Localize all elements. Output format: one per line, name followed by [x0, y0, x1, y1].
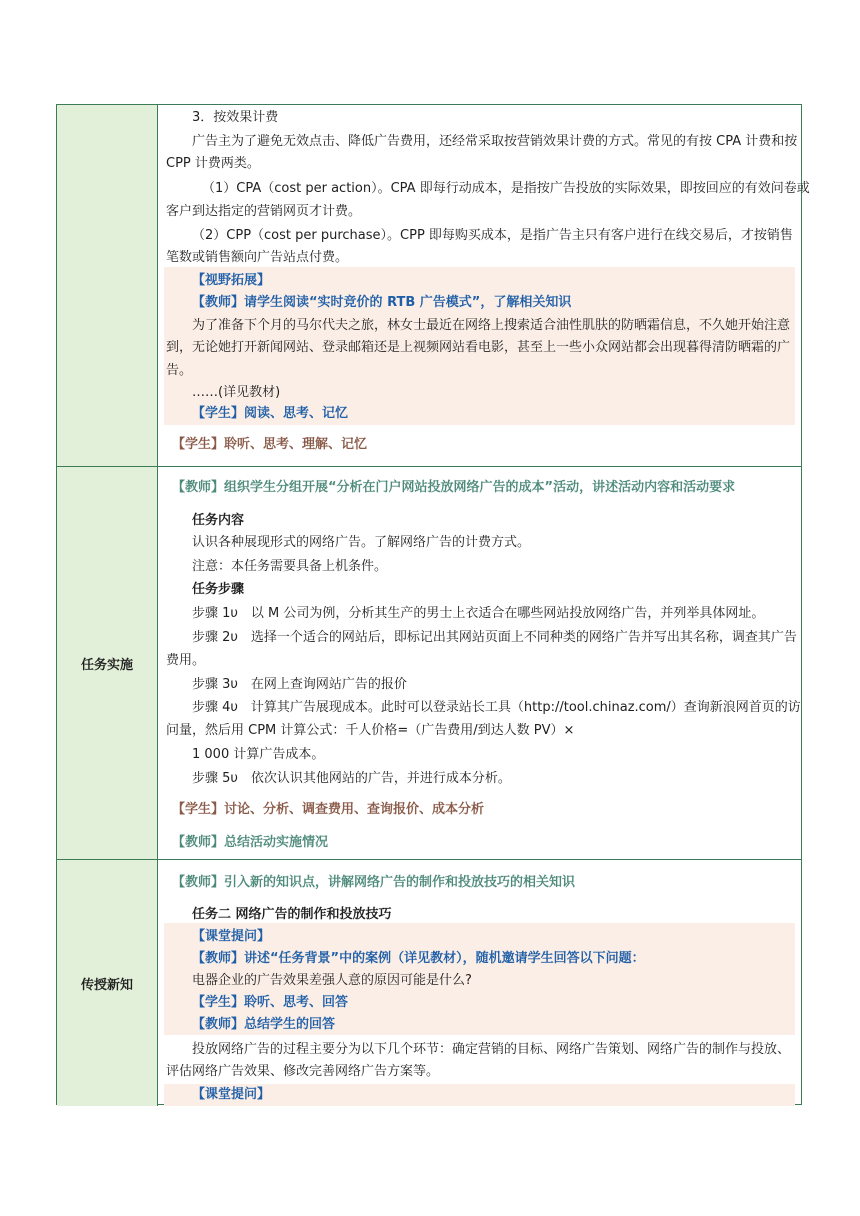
step-line: 费用。 [166, 653, 206, 668]
table-row-effect-billing [57, 105, 810, 466]
step-line: 步骤 5υ 依次认识其他网站的广告，并进行成本分析。 [192, 771, 511, 786]
row-content [158, 105, 810, 466]
step-line: 步骤 4υ 计算其广告展现成本。此时可以登录站长工具（http://tool.chinaz.com/）查询新浪网首页的访 [192, 700, 801, 715]
steps-title: 任务步骤 [192, 582, 245, 597]
step-line: 步骤 3υ 在网上查询网站广告的报价 [192, 677, 407, 692]
teacher-instruction: 【教师】请学生阅读“实时竞价的 RTB 广告模式”，了解相关知识 [192, 295, 572, 310]
section-heading: 3．按效果计费 [192, 110, 279, 125]
row-label [57, 105, 158, 466]
step-line: 问量，然后用 CPM 计算公式：千人价格=（广告费用/到达人数 PV）× [166, 723, 575, 738]
paragraph-line: 笔数或销售额向广告站点付费。 [166, 250, 349, 265]
paragraph-line: CPP 计费两类。 [166, 156, 260, 171]
content-line: 注意：本任务需要具备上机条件。 [192, 559, 388, 574]
vision-title: 【视野拓展】 [192, 273, 271, 288]
teacher-instruction: 【教师】组织学生分组开展“分析在门户网站投放网络广告的成本”活动，讲述活动内容和活动要求 [172, 480, 736, 495]
paragraph-line: 投放网络广告的过程主要分为以下几个环节：确定营销的目标、网络广告策划、网络广告的制作与投放、 [192, 1042, 791, 1057]
step-line: 1 000 计算广告成本。 [192, 747, 325, 762]
step-line: 步骤 2υ 选择一个适合的网站后，即标记出其网站页面上不同种类的网络广告并写出其名称，调查其广告 [192, 630, 797, 645]
row-content [158, 860, 801, 1106]
student-activity: 【学生】阅读、思考、记忆 [192, 406, 349, 421]
paragraph-line: 广告主为了避免无效点击、降低广告费用，还经常采取按营销效果计费的方式。常见的有按 CPA 计费和按 [192, 134, 798, 149]
paragraph-line: 评估网络广告效果、修改完善网络广告方案等。 [166, 1064, 440, 1079]
student-activity: 【学生】聆听、思考、回答 [192, 995, 349, 1010]
table-row-task-implementation [57, 466, 801, 859]
teacher-summary: 【教师】总结活动实施情况 [172, 835, 329, 850]
student-activity: 【学生】讨论、分析、调查费用、查询报价、成本分析 [172, 802, 485, 817]
task-title: 任务二 网络广告的制作和投放技巧 [192, 907, 392, 922]
table-row-new-knowledge [57, 859, 801, 1106]
paragraph-line: （1）CPA（cost per action）。CPA 即每行动成本，是指按广告投放的实际效果，即按回应的有效问卷或 [202, 181, 810, 196]
class-question-label: 【课堂提问】 [192, 929, 271, 944]
teacher-summary: 【教师】总结学生的回答 [192, 1017, 336, 1032]
story-line: 到，无论她打开新闻网站、登录邮箱还是上视频网站看电影，甚至上一些小众网站都会出现暮得清防晒霜的广 [166, 340, 791, 355]
story-line: 告。 [166, 363, 193, 378]
story-line: ……(详见教材) [192, 385, 281, 400]
paragraph-line: （2）CPP（cost per purchase）。CPP 即每购买成本，是指广告主只有客户进行在线交易后，才按销售 [192, 228, 793, 243]
content-line: 认识各种展现形式的网络广告。了解网络广告的计费方式。 [192, 535, 531, 550]
paragraph-line: 客户到达指定的营销网页才计费。 [166, 204, 362, 219]
row-label: 传授新知 [57, 860, 158, 1106]
question-text: 电器企业的广告效果差强人意的原因可能是什么? [192, 973, 472, 988]
story-line: 为了准备下个月的马尔代夫之旅，林女士最近在网络上搜索适合油性肌肤的防晒霜信息，不久她开始注意 [192, 318, 791, 333]
content-title: 任务内容 [192, 513, 245, 528]
row-label: 任务实施 [57, 467, 158, 859]
student-activity: 【学生】聆听、思考、理解、记忆 [172, 437, 368, 452]
lesson-table [56, 104, 810, 1105]
row-content [158, 467, 801, 859]
teacher-instruction: 【教师】引入新的知识点，讲解网络广告的制作和投放技巧的相关知识 [172, 875, 576, 890]
teacher-instruction: 【教师】讲述“任务背景”中的案例（详见教材），随机邀请学生回答以下问题： [192, 951, 645, 966]
step-line: 步骤 1υ 以 M 公司为例，分析其生产的男士上衣适合在哪些网站投放网络广告，并列举具体网址。 [192, 606, 765, 621]
class-question-label: 【课堂提问】 [192, 1087, 271, 1102]
